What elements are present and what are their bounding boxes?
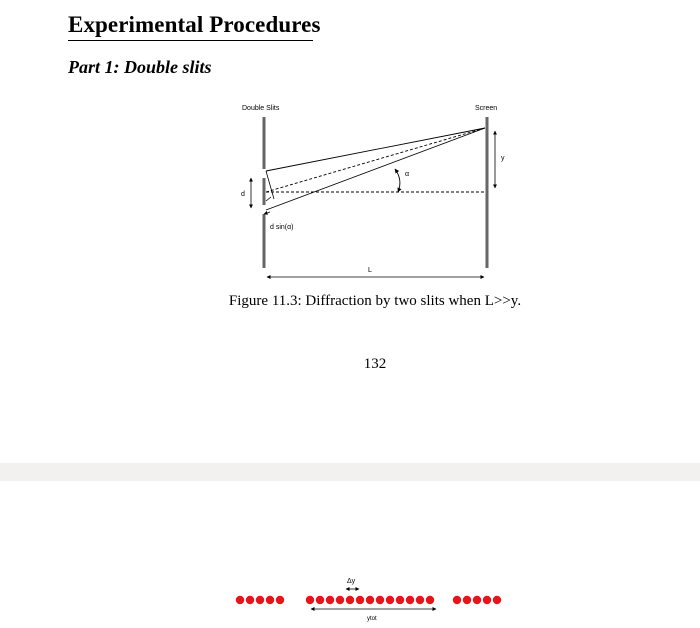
interference-dot xyxy=(376,596,384,604)
interference-dot xyxy=(493,596,501,604)
label-d: d xyxy=(241,191,245,198)
figure-interference-pattern xyxy=(236,578,501,622)
interference-dot xyxy=(483,596,491,604)
interference-dot xyxy=(356,596,364,604)
figure-double-slit xyxy=(241,105,505,277)
path-difference-perpendicular xyxy=(266,171,274,199)
label-alpha: α xyxy=(405,171,410,178)
page-number: 132 xyxy=(363,356,387,372)
interference-dot xyxy=(316,596,324,604)
interference-dot xyxy=(276,596,284,604)
interference-dot xyxy=(336,596,344,604)
section-title: Experimental Procedures xyxy=(68,12,321,37)
label-double-slits: Double Slits xyxy=(242,105,280,112)
interference-dot xyxy=(326,596,334,604)
subsection-title: Part 1: Double slits xyxy=(68,57,212,77)
interference-dot xyxy=(346,596,354,604)
ray-center-dashed xyxy=(266,128,485,192)
interference-dot xyxy=(236,596,244,604)
interference-dot xyxy=(386,596,394,604)
interference-dot xyxy=(256,596,264,604)
ray-upper xyxy=(266,128,485,171)
interference-dot xyxy=(266,596,274,604)
label-screen: Screen xyxy=(475,105,498,112)
interference-dot xyxy=(306,596,314,604)
interference-dot xyxy=(453,596,461,604)
interference-dot xyxy=(406,596,414,604)
interference-dot xyxy=(396,596,404,604)
interference-dot xyxy=(473,596,481,604)
d-sin-alpha-arrow xyxy=(264,212,270,214)
interference-dot xyxy=(426,596,434,604)
label-y: y xyxy=(501,155,505,162)
interference-dot xyxy=(366,596,374,604)
label-d-sin-alpha: d sin(α) xyxy=(270,224,294,231)
ray-lower xyxy=(266,128,485,210)
interference-dots xyxy=(236,596,501,604)
path-difference-tick xyxy=(266,197,271,201)
label-y-tot: ytot xyxy=(367,616,377,622)
label-L: L xyxy=(368,267,372,274)
interference-dot xyxy=(246,596,254,604)
label-delta-y: Δy xyxy=(347,578,356,585)
alpha-arc xyxy=(395,169,400,192)
figure-caption: Figure 11.3: Diffraction by two slits when L>>y. xyxy=(228,293,522,309)
interference-dot xyxy=(416,596,424,604)
interference-dot xyxy=(463,596,471,604)
